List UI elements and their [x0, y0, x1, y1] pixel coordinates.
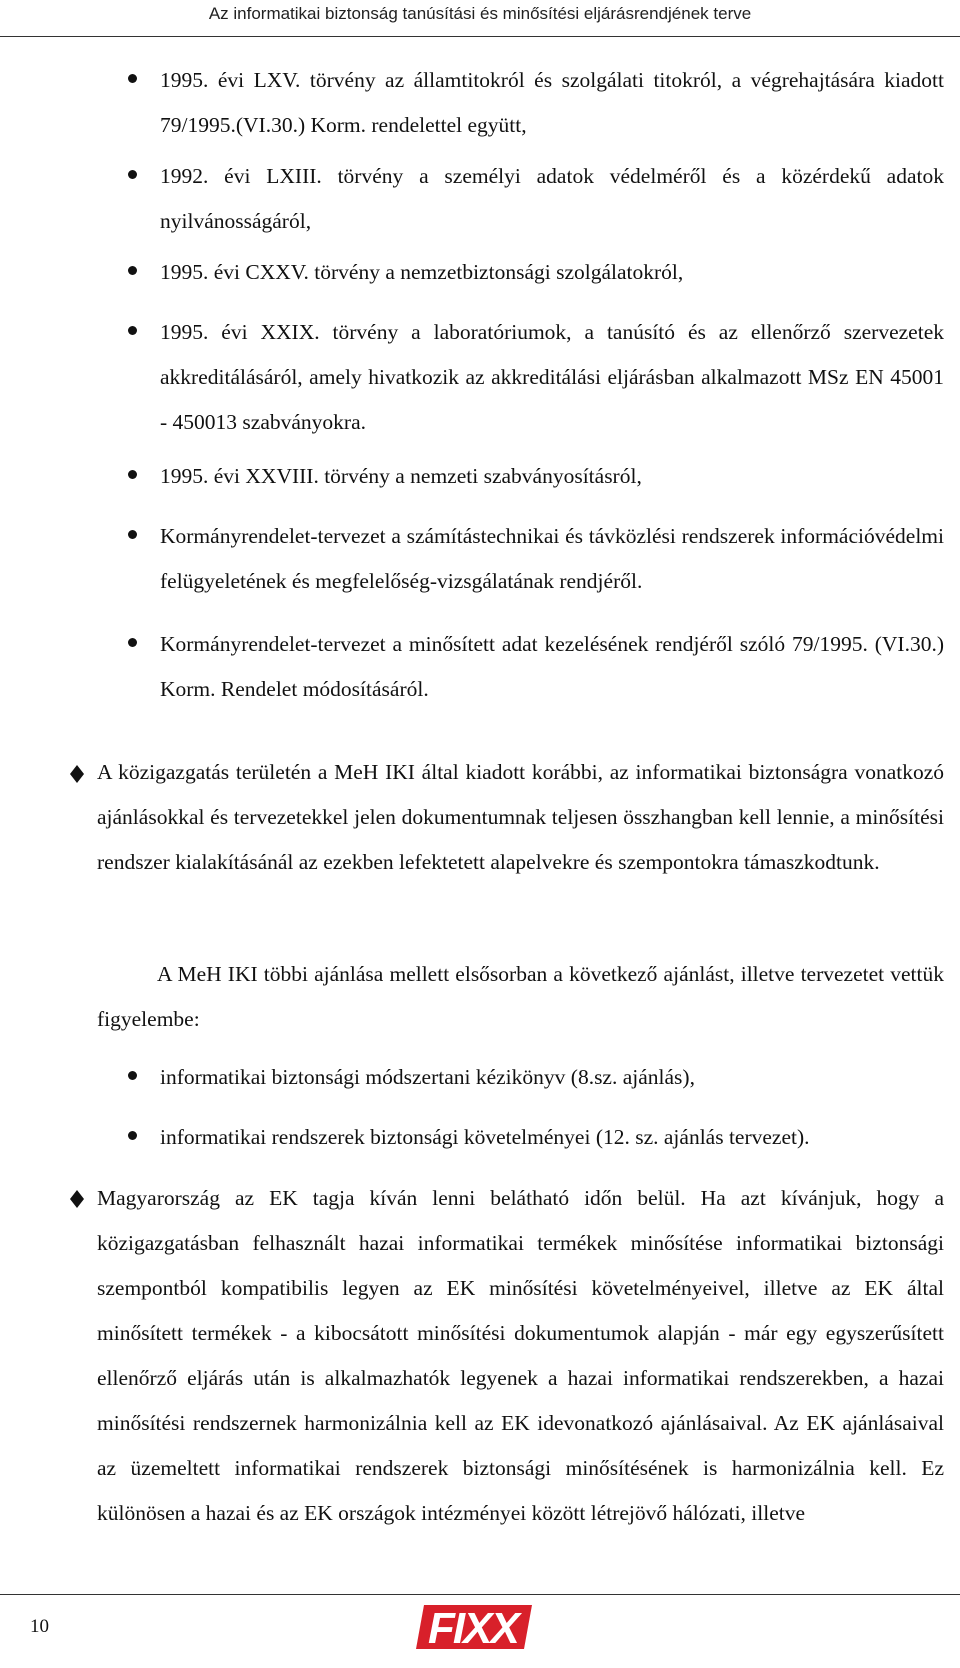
fixx-logo: [414, 1601, 534, 1653]
diamond-bullet-icon: [70, 765, 84, 783]
paragraph: A közigazgatás területén a MeH IKI által kiadott korábbi, az informatikai biztonságra vonatkozó ajánlásokkal és tervezetekkel jelen dokumentumnak teljesen összhangban kell lennie, a minősítési rendszer kialakításánál az ezekben lefektetett alapelvekre és szempontokra támaszkodtunk.: [97, 760, 944, 874]
bullet-dot-icon: [128, 638, 137, 647]
paragraph: Magyarország az EK tagja kíván lenni belátható időn belül. Ha azt kívánjuk, hogy a közigazgatásban felhasznált hazai informatikai termékek minősítése informatikai biztonsági szempontból kompatibilis legyen az EK minősítési követelményeivel, illetve az EK által minősített termékek - a kibocsátott minősítési dokumentumok alapján - már egy egyszerűsített ellenőrző eljárás után is alkalmazhatók legyenek a hazai informatikai rendszerekben, a hazai minősítési rendszernek harmonizálnia kell az EK idevonatkozó ajánlásaival. Az EK ajánlásaival az üzemeltett informatikai rendszerek biztonsági minősítésének is harmonizálnia kell. Ez különösen a hazai és az EK országok intézményei között létrejövő hálózati, illetve: [97, 1186, 944, 1525]
list-item-text: 1992. évi LXIII. törvény a személyi adatok védelméről és a közérdekű adatok nyilvánosságáról,: [160, 164, 944, 233]
bullet-dot-icon: [128, 470, 137, 479]
bullet-dot-icon: [128, 170, 137, 179]
bullet-dot-icon: [128, 530, 137, 539]
list-item-text: informatikai biztonsági módszertani kézikönyv (8.sz. ajánlás),: [160, 1065, 695, 1089]
page-number: 10: [30, 1616, 49, 1637]
list-item-text: 1995. évi XXVIII. törvény a nemzeti szabványosításról,: [160, 464, 642, 488]
list-item-text: Kormányrendelet-tervezet a minősített adat kezelésének rendjéről szóló 79/1995. (VI.30.) Korm. Rendelet módosításáról.: [160, 632, 944, 701]
logo-text: FIXX: [428, 1604, 518, 1653]
list-item-text: informatikai rendszerek biztonsági követelményei (12. sz. ajánlás tervezet).: [160, 1125, 810, 1149]
header-divider: [0, 36, 960, 37]
bullet-dot-icon: [128, 266, 137, 275]
header-title: Az informatikai biztonság tanúsítási és minősítési eljárásrendjének terve: [208, 4, 752, 23]
bullet-dot-icon: [128, 326, 137, 335]
bullet-dot-icon: [128, 1071, 137, 1080]
bullet-dot-icon: [128, 74, 137, 83]
paragraph: A MeH IKI többi ajánlása mellett elsősorban a következő ajánlást, illetve tervezetet vettük figyelembe:: [97, 962, 944, 1031]
list-item-text: 1995. évi CXXV. törvény a nemzetbiztonsági szolgálatokról,: [160, 260, 684, 284]
list-item-text: Kormányrendelet-tervezet a számítástechnikai és távközlési rendszerek információvédelmi felügyeletének és megfelelőség-vizsgálatának rendjéről.: [160, 524, 944, 593]
list-item-text: 1995. évi LXV. törvény az államtitokról és szolgálati titokról, a végrehajtására kiadott 79/1995.(VI.30.) Korm. rendelettel együtt,: [160, 68, 944, 137]
list-item-text: 1995. évi XXIX. törvény a laboratóriumok, a tanúsító és az ellenőrző szervezetek akkreditálásáról, amely hivatkozik az akkreditálási eljárásban alkalmazott MSz EN 45001 - 450013 szabványokra.: [160, 320, 944, 434]
footer-divider: [0, 1594, 960, 1595]
page-header: [0, 0, 960, 32]
diamond-bullet-icon: [70, 1190, 84, 1208]
bullet-dot-icon: [128, 1131, 137, 1140]
